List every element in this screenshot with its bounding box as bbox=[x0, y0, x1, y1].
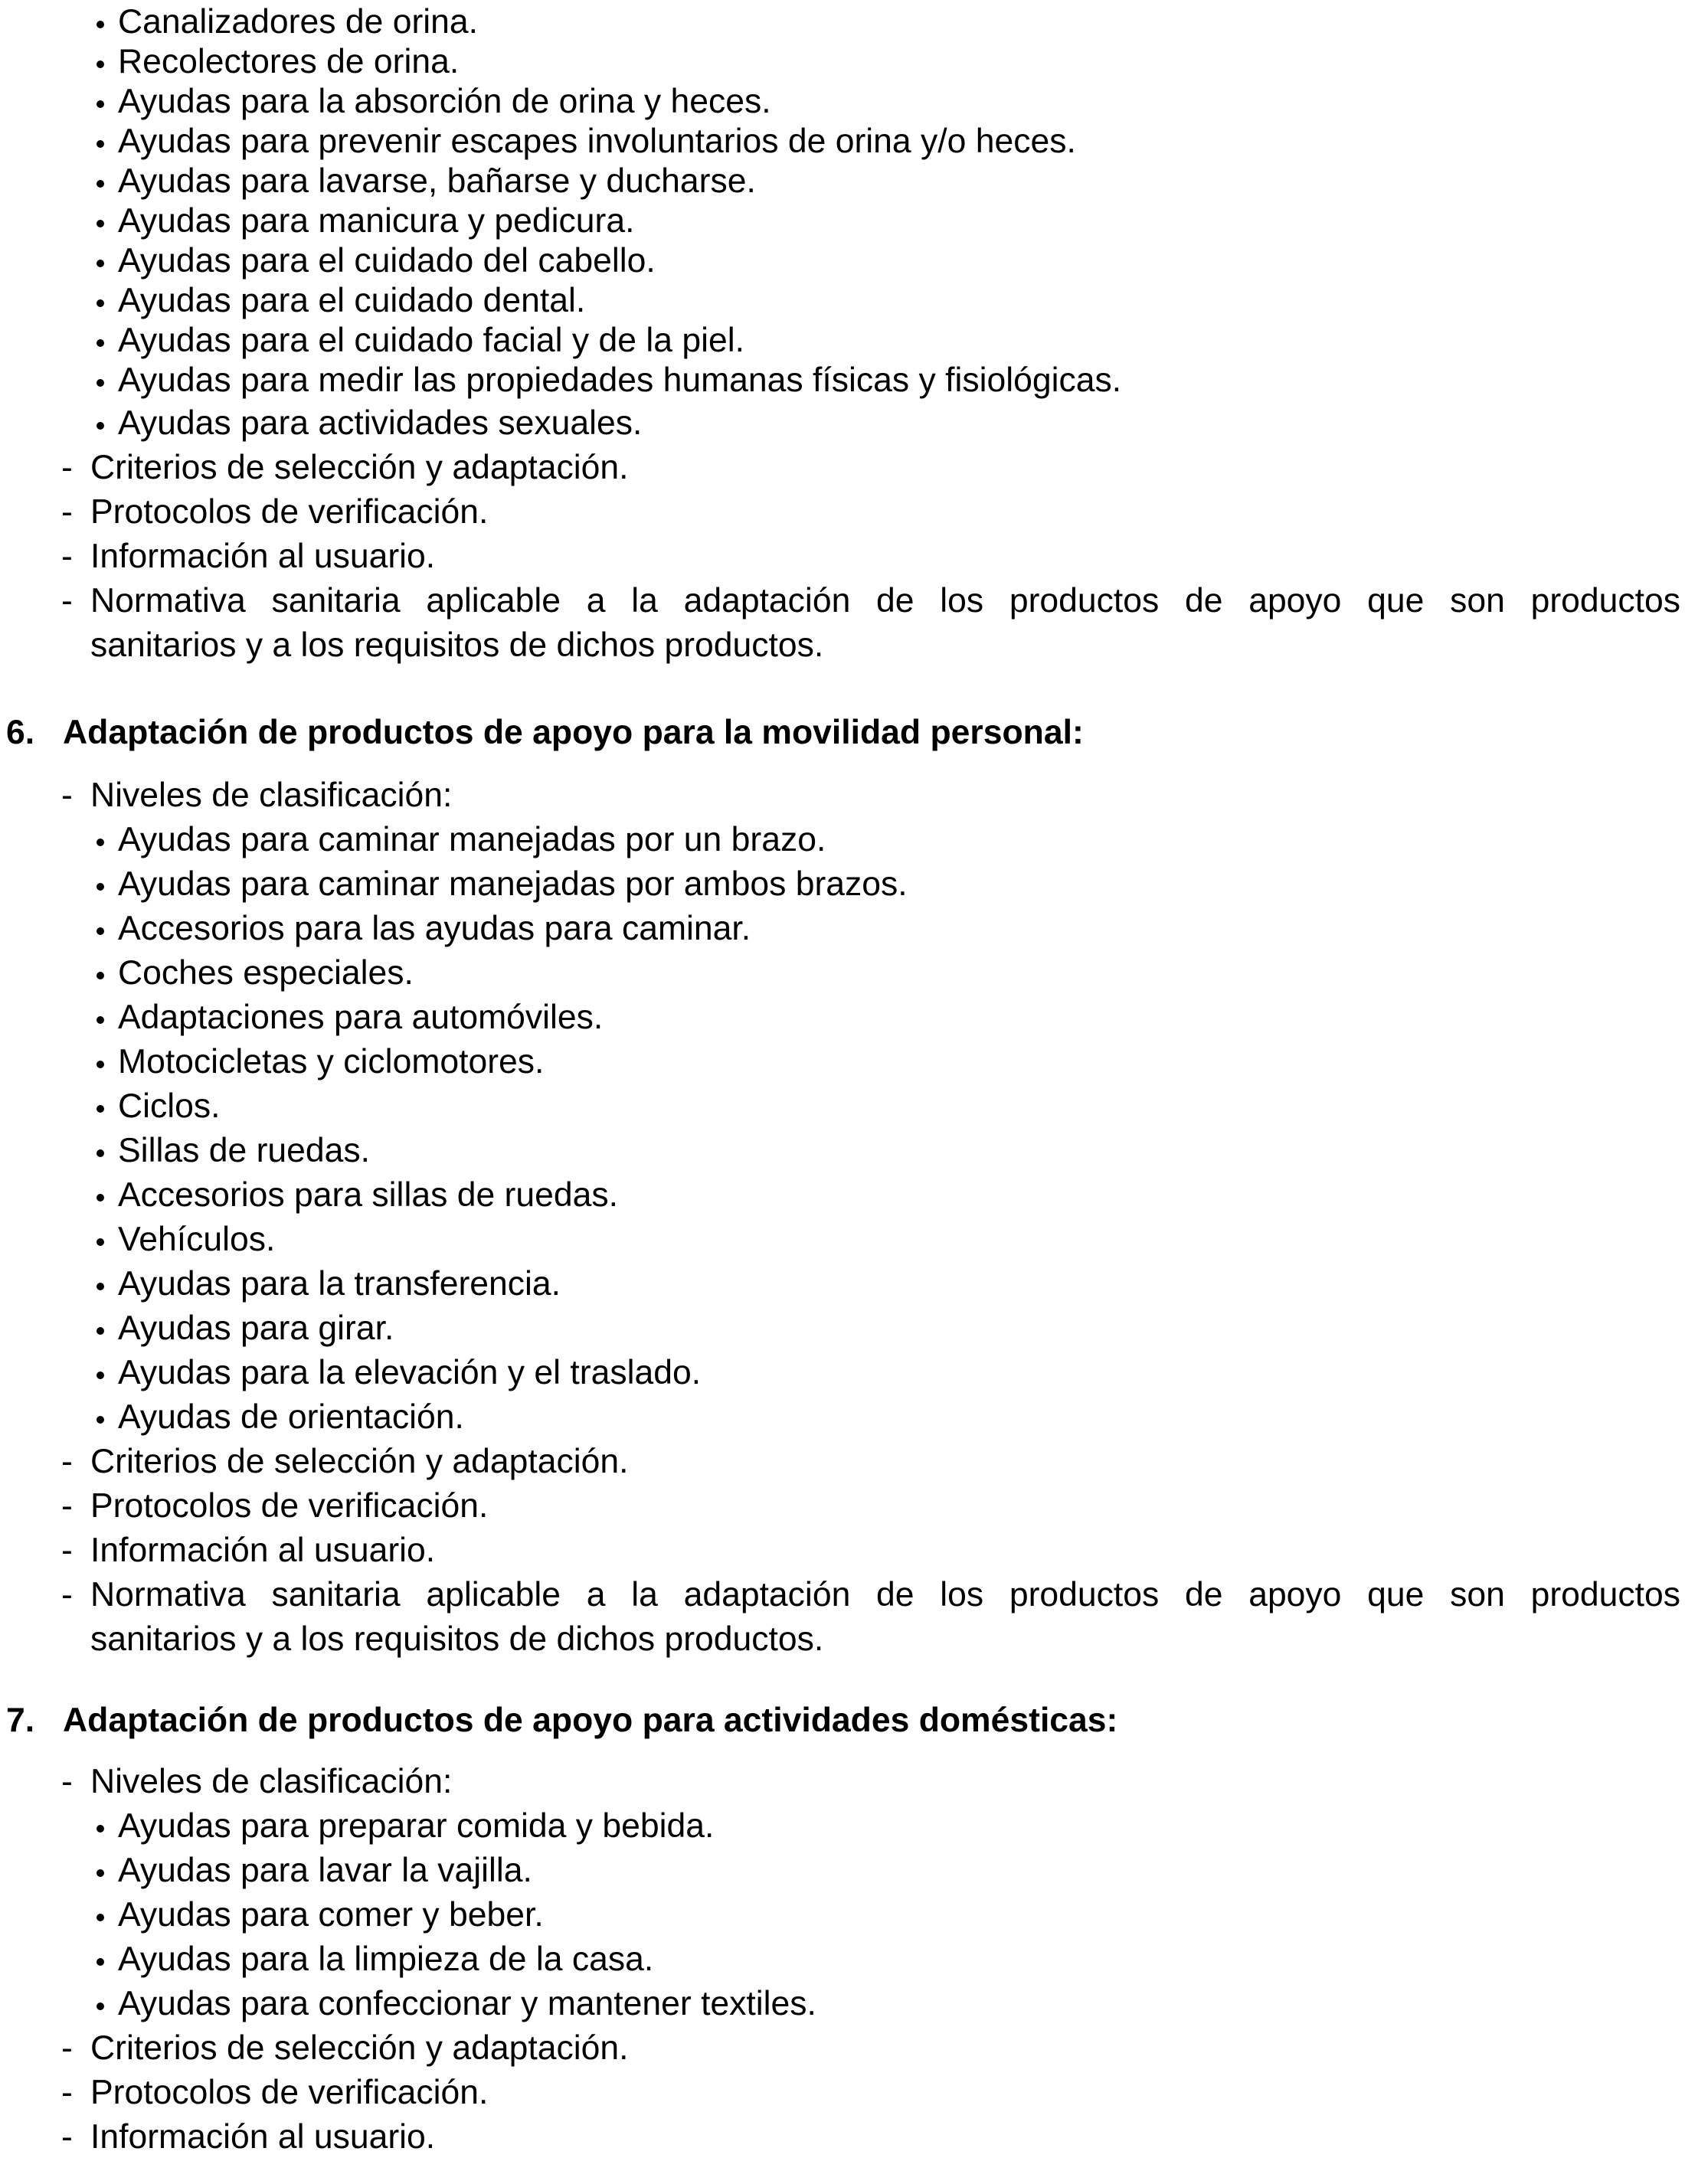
bullet-icon bbox=[97, 883, 104, 891]
bullet-icon bbox=[97, 1958, 104, 1966]
bullet-icon bbox=[97, 379, 104, 387]
bullet-icon bbox=[97, 1061, 104, 1068]
bullet-icon bbox=[97, 1149, 104, 1157]
bullet-icon bbox=[97, 1372, 104, 1379]
bullet-icon bbox=[97, 1283, 104, 1290]
bullet-icon bbox=[97, 60, 104, 68]
bullet-icon bbox=[97, 260, 104, 267]
bullet-icon bbox=[97, 220, 104, 227]
bullet-icon bbox=[97, 180, 104, 188]
bullet-icon bbox=[97, 1914, 104, 1921]
bullet-icon bbox=[97, 1016, 104, 1024]
bullet-icon bbox=[97, 21, 104, 28]
bullet-icon bbox=[97, 1416, 104, 1424]
bullet-icon bbox=[97, 422, 104, 430]
bullet-icon bbox=[97, 1194, 104, 1202]
bullet-icon bbox=[97, 140, 104, 148]
bullet-icon bbox=[97, 972, 104, 979]
bullet-icon bbox=[97, 839, 104, 846]
bullet-icon bbox=[97, 100, 104, 108]
bullet-icon bbox=[97, 1327, 104, 1335]
bullet-icon bbox=[97, 339, 104, 347]
bullet-icon bbox=[97, 1105, 104, 1113]
document-page: Canalizadores de orina. Recolectores de orina. Ayudas para la absorción de orina y heces. Ayudas para prevenir escapes involuntarios de orina y/o heces. Ayudas para lavarse, bañarse y ducharse. Ayudas para manicura y pedicura. Ayudas para el cuidado del cabello. Ayudas para el cuidado dental. Ayudas para el cuidado facial y de la piel. Ayudas para medir las propiedades humanas físicas y fisiológicas. Ayudas para actividades sexuales. - Criterios de selección y adaptación. - Protocolos de verificación. - Información al usuario. - Normativa sanitaria aplicable a la adaptación de los productos de apoyo que son productos sanitarios y a los requisitos de dichos productos. 6. Adaptación de productos de apoyo para la movilidad personal: - Niveles de clasificación: Ayudas para caminar manejadas por un brazo. Ayudas para caminar manejadas por ambos brazos. Accesorios para las ayudas para caminar. Coches especiales. Adaptaciones para automóviles. Motocicletas y ciclomotores. Ciclos. Sillas de ruedas. Accesorios para sillas de ruedas. Vehículos. Ayudas para la transferencia. Ayudas para girar. Ayudas para la elevación y el traslado. Ayudas de orientación. - Criterios de selección y adaptación. - Protocolos de verificación. - Información al usuario. - Normativa sanitaria aplicable a la adaptación de los productos de apoyo que son productos sanitarios y a los requisitos de dichos productos. 7. Adaptación de productos de apoyo para actividades domésticas: - Niveles de clasificación: Ayudas para preparar comida y bebida. Ayudas para lavar la vajilla. Ayudas para comer y beber. Ayudas para la limpieza de la casa. Ayudas para confeccionar y mantener textiles. - Criterios de selección y adaptación. - Protocolos de verificación. - Información al usuario. bbox=[6, 3, 1680, 2156]
bullet-icon bbox=[97, 1825, 104, 1833]
bullet-icon bbox=[97, 2003, 104, 2010]
bullet-icon bbox=[97, 1869, 104, 1877]
bullet-icon bbox=[97, 299, 104, 307]
bullet-icon bbox=[97, 927, 104, 935]
bullet-icon bbox=[97, 1238, 104, 1246]
